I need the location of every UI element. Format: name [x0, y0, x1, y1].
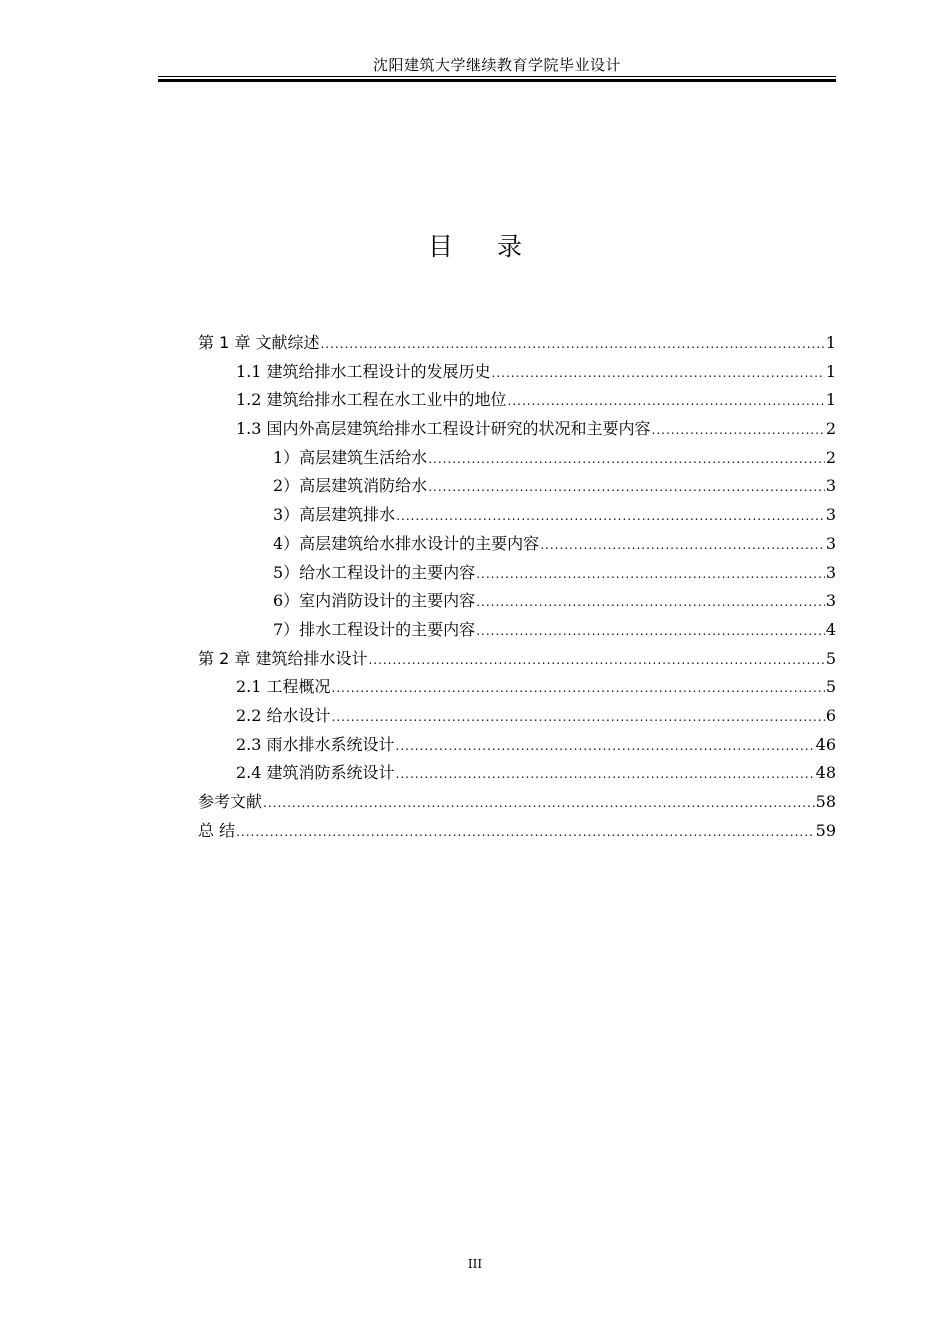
- dot-leader: [263, 796, 815, 810]
- toc-entry[interactable]: [198, 760, 836, 789]
- toc-entry[interactable]: [198, 732, 836, 761]
- toc-entry-label: 2.3 雨水排水系统设计: [236, 734, 395, 754]
- toc-entry[interactable]: [198, 646, 836, 675]
- toc-entry-page: 48: [815, 763, 836, 783]
- toc-entry-label: 2.1 工程概况: [236, 677, 331, 697]
- table-of-contents: [198, 330, 836, 846]
- dot-leader: [428, 452, 825, 466]
- toc-entry[interactable]: [198, 588, 836, 617]
- toc-entry-page: 1: [825, 361, 836, 381]
- toc-entry-page: 6: [825, 705, 836, 725]
- toc-title: 目 录: [428, 232, 540, 261]
- toc-entry-label: 2）高层建筑消防给水: [273, 476, 428, 496]
- dot-leader: [236, 825, 815, 839]
- toc-entry-label: 1.3 国内外高层建筑给排水工程设计研究的状况和主要内容: [236, 419, 651, 439]
- toc-entry-label: 4）高层建筑给水排水设计的主要内容: [273, 533, 540, 553]
- dot-leader: [396, 739, 815, 753]
- toc-entry-page: 5: [825, 648, 836, 668]
- header-rule-thick: [158, 79, 836, 82]
- toc-entry-page: 2: [825, 419, 836, 439]
- toc-entry-label: 6）室内消防设计的主要内容: [273, 591, 476, 611]
- toc-entry-label: 5）给水工程设计的主要内容: [273, 562, 476, 582]
- dot-leader: [332, 681, 825, 695]
- toc-entry[interactable]: [198, 560, 836, 589]
- toc-entry[interactable]: [198, 387, 836, 416]
- dot-leader: [476, 624, 825, 638]
- toc-entry[interactable]: [198, 617, 836, 646]
- toc-entry-label: 第 2 章 建筑给排水设计: [198, 648, 368, 668]
- toc-entry-page: 4: [825, 619, 836, 639]
- toc-entry[interactable]: [198, 818, 836, 847]
- toc-entry-label: 总 结: [198, 820, 236, 840]
- dot-leader: [476, 595, 825, 609]
- toc-entry-page: 3: [825, 505, 836, 525]
- toc-entry-page: 46: [815, 734, 836, 754]
- header-title: 沈阳建筑大学继续教育学院毕业设计: [372, 56, 621, 74]
- toc-entry-page: 3: [825, 562, 836, 582]
- dot-leader: [396, 767, 815, 781]
- toc-entry-label: 1.1 建筑给排水工程设计的发展历史: [236, 361, 491, 381]
- toc-entry-label: 7）排水工程设计的主要内容: [273, 619, 476, 639]
- toc-entry-label: 3）高层建筑排水: [273, 505, 396, 525]
- dot-leader: [476, 567, 825, 581]
- toc-entry[interactable]: [198, 502, 836, 531]
- toc-entry[interactable]: [198, 703, 836, 732]
- toc-entry-page: 3: [825, 591, 836, 611]
- toc-entry[interactable]: [198, 789, 836, 818]
- toc-entry-label: 2.4 建筑消防系统设计: [236, 763, 395, 783]
- toc-entry-page: 2: [825, 447, 836, 467]
- toc-entry-label: 1.2 建筑给排水工程在水工业中的地位: [236, 390, 507, 410]
- dot-leader: [368, 653, 824, 667]
- toc-entry[interactable]: [198, 531, 836, 560]
- dot-leader: [508, 394, 825, 408]
- toc-entry-page: 3: [825, 533, 836, 553]
- toc-entry-label: 2.2 给水设计: [236, 705, 331, 725]
- header-rule: [158, 76, 836, 77]
- toc-entry-page: 1: [825, 333, 836, 352]
- toc-entry-page: 58: [815, 792, 836, 811]
- page-number: III: [467, 1257, 483, 1271]
- dot-leader: [332, 710, 825, 724]
- toc-entry[interactable]: [198, 473, 836, 502]
- dot-leader: [428, 480, 825, 494]
- toc-entry[interactable]: [198, 416, 836, 445]
- toc-entry[interactable]: [198, 359, 836, 388]
- toc-entry-page: 5: [825, 677, 836, 697]
- dot-leader: [540, 538, 825, 552]
- dot-leader: [652, 423, 825, 437]
- toc-entry[interactable]: [198, 674, 836, 703]
- toc-entry-label: 第 1 章 文献综述: [198, 333, 320, 352]
- toc-entry-label: 1）高层建筑生活给水: [273, 447, 428, 467]
- toc-entry[interactable]: [198, 445, 836, 474]
- toc-entry-label: 参考文献: [198, 792, 263, 811]
- dot-leader: [320, 337, 824, 351]
- toc-entry-page: 3: [825, 476, 836, 496]
- dot-leader: [396, 509, 825, 523]
- dot-leader: [492, 366, 825, 380]
- toc-entry[interactable]: [198, 330, 836, 359]
- toc-entry-page: 1: [825, 390, 836, 410]
- toc-entry-page: 59: [815, 820, 836, 840]
